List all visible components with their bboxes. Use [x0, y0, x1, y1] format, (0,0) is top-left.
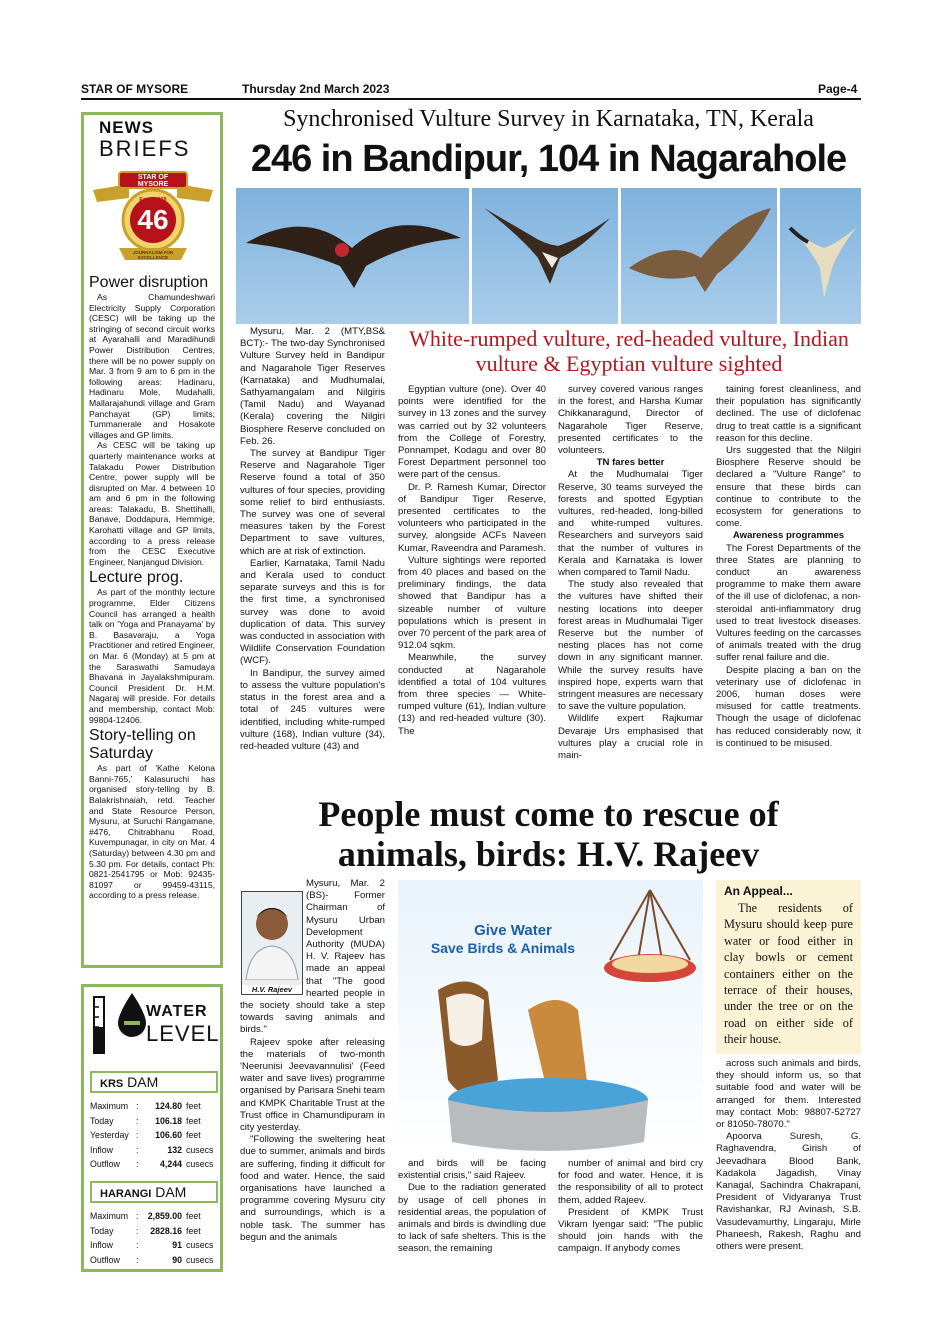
dam-cell: 124.80 — [155, 1101, 182, 1112]
dam-heading — [90, 1181, 218, 1203]
brief-text — [89, 763, 215, 901]
dam-cell: feet — [186, 1101, 201, 1112]
story1-kicker: Synchronised Vulture Survey in Karnataka, TN, Kerala — [283, 106, 814, 132]
dam-cell: Today — [90, 1225, 114, 1236]
dam-cell: feet — [186, 1115, 201, 1126]
paragraph: Due to the radiation generated by usage of cell phones in residential areas, the population of animals and birds is dwindling due to lack of safe shelters. This is the season, the remaining — [398, 1182, 546, 1255]
news-briefs-box — [81, 112, 223, 968]
paragraph: "Following the sweltering heat due to summer, animals and birds are suffering, finding it difficult for food and water. Hence, the said organisations have launched a programme covering Mysuru city and surroundings, which is a noble task. The summer has begun and the animals — [240, 1134, 385, 1243]
issue-date: Thursday 2nd March 2023 — [242, 82, 390, 96]
dam-cell: 4,244 — [159, 1159, 182, 1170]
paragraph: Vulture sightings were reported from 40 places and based on the preliminary findings, the data showed that Bandipur has a sizeable number of vulture populations which is present in over 70 percent of the park area of 912.04 sqkm. — [398, 554, 546, 652]
brief-heading: Lecture prog. — [89, 569, 184, 587]
logo-estd: Estd. 1978 — [139, 197, 167, 203]
paragraph: Wildlife expert Rajkumar Devaraje Urs emphasised that vultures play a crucial role in main- — [558, 713, 703, 762]
appeal-box — [716, 880, 861, 1054]
story2-headline-line2: animals, birds: H.V. Rajeev — [337, 834, 760, 874]
paragraph: Urs suggested that the Nilgiri Biosphere Reserve should be declared a "Vulture Range" to ensure that these birds can continue to contribute to the ecosystem for generations to come. — [716, 445, 861, 530]
dam-cell: Inflow — [90, 1144, 113, 1155]
brief-heading: Story-telling on Saturday — [89, 727, 196, 763]
paragraph: Egyptian vulture (one). Over 40 points were identified for the survey in 13 zones and the survey was carried out by 32 volunteers from the College of Forestry, Ponnampet, Kodagu and over 80 Forest Department personnel too were part of the census. — [398, 384, 546, 481]
story2-column-1 — [240, 878, 385, 1270]
paragraph: number of animal and bird cry for food and water. Hence, it is the responsibility of all to protect them, added Rajeev. — [558, 1158, 703, 1206]
paragraph: President of KMPK Trust Vikram Iyengar said: "The public should join hands with the campaign. If anybody comes — [558, 1206, 703, 1255]
dam-heading — [90, 1071, 218, 1093]
water-level-subtitle: LEVEL — [146, 1021, 220, 1046]
dam-cell: 2828.16 — [150, 1225, 182, 1236]
rajeev-photo-caption: H.V. Rajeev — [242, 985, 302, 994]
vulture-icon — [472, 188, 618, 324]
appeal-text: The residents of Mysuru should keep pure water or food either in clay bowls or cement containers either on the terrace of their houses, under the tree or on the road on either side of their house. — [724, 901, 853, 1047]
water-level-box — [81, 984, 223, 1272]
brief-text — [89, 292, 215, 567]
paragraph: The Forest Departments of the three States are planning to conduct an awareness programme to make them aware of the ill use of diclofenac, a non-steroidal anti-inflammatory drug used to treat livestock diseases. Vultures feeding on the carcasses of animals treated with the drug suffer renal failure and die. — [716, 542, 861, 664]
water-level-title: WATER — [146, 1003, 208, 1020]
paragraph: Earlier, Karnataka, Tamil Nadu and Kerala used to conduct separate surveys and this is for the first time, a synchronised survey was done to avoid duplication of data. This survey was conducted in association with Wildlife Conservation Foundation (WCF). — [240, 557, 385, 667]
poster-line-1: Give Water — [474, 922, 552, 939]
dam-row — [90, 1238, 220, 1253]
paragraph: At the Mudhumalai Tiger Reserve, 30 teams surveyed the forests and spotted Egyptian vultures, red-headed, long-billed and white-rumped vultures. Researchers and surveyors said that the number of vultures in Kerala and Karnataka is lower when compared to Tamil Nadu. — [558, 469, 703, 579]
dam-cell: 106.60 — [155, 1130, 182, 1141]
dam-cell: Today — [90, 1115, 114, 1126]
story1-column-2 — [398, 384, 546, 791]
story1-headline: 246 in Bandipur, 104 in Nagarahole — [250, 138, 847, 180]
logo-name: STAR OF MYSORE — [137, 174, 169, 188]
dam-cell: cusecs — [186, 1144, 214, 1155]
paragraph: and birds will be facing existential crisis," said Rajeev. — [398, 1158, 546, 1182]
dam-cell: 90 — [172, 1254, 182, 1265]
dam-name: DAM — [127, 1074, 159, 1090]
story2-headline — [236, 794, 861, 874]
story1-column-3 — [558, 384, 703, 791]
story1-column-1 — [240, 326, 385, 791]
animals-water-bowl-illustration — [398, 880, 703, 1155]
vulture-icon — [236, 188, 469, 324]
story2-headline-line1: People must come to rescue of — [318, 794, 779, 834]
poster-line-2: Save Birds & Animals — [430, 940, 576, 956]
dam-cell: feet — [186, 1130, 201, 1141]
paper-name: STAR OF MYSORE — [81, 82, 189, 96]
paragraph: As part of 'Kathe Kelona Banni-765,' Kalasuruchi has organised story-telling by B. Balakrishnaiah, retd. Teacher and State Resource Person, Mysuru, at Suruchi Rangamane, #476, Chitrabhanu Road, Kuvempunagar, in city on Mar. 4 (Saturday) between 4.30 pm and 5.30 pm. For details, contact Ph: 0821-2541795 or Mob: 92435-81097 or 99459-43115, according to a press release. — [89, 763, 215, 901]
dam-cell: feet — [186, 1225, 201, 1236]
dam-table — [90, 1099, 220, 1172]
story2-lead — [240, 878, 385, 1037]
anniversary-logo — [89, 164, 215, 272]
story2-column-1-body — [240, 1037, 385, 1244]
logo-motto: JOURNALISM FOR EXCELLENCE — [132, 250, 174, 260]
paragraph: Mysuru, Mar. 2 (MTY,BS& BCT):- The two-day Synchronised Vulture Survey held in Bandipur and Nagarahole Tiger Reserves (Karnataka) and Mudhumalai, Sathyamangalam and Nilgiris (Tamil Nadu) and Wayanad (Kerala) covering the Nilgiri Biosphere Reserve concluded on Feb. 26. — [240, 326, 385, 447]
story1-subhead: White-rumped vulture, red-headed vulture, Indian vulture & Egyptian vulture sighted — [409, 326, 849, 376]
paragraph: As CESC will be taking up quarterly maintenance works at Talakadu Power Distribution Centre, power supply will be disrupted on Mar. 4 between 10 am and 6 pm in the following areas: Talakadu, B. Shettihalli, Banave, Doddapura, Hemmige, Karohatti village and GP limits, according to a press release from the CESC Executive Engineer, Nanjangud Division. — [89, 440, 215, 567]
dam-cell: cusecs — [186, 1240, 214, 1251]
dam-cell: cusecs — [186, 1254, 214, 1265]
egyptian-vulture-photo — [780, 188, 861, 324]
dam-row — [90, 1099, 220, 1114]
dam-row — [90, 1224, 220, 1239]
dam-prefix: HARANGI — [100, 1188, 152, 1200]
dam-cell: Maximum — [90, 1211, 129, 1222]
dam-cell: : — [136, 1144, 139, 1155]
red-headed-vulture-photo — [236, 188, 469, 324]
dam-cell: Inflow — [90, 1240, 113, 1251]
paragraph: Dr. P. Ramesh Kumar, Director of Bandipur Tiger Reserve, presented certificates to the volunteers who participated in the survey, alongside ACFs Naveen Kumar, Raveendra and Paramesh. — [398, 481, 546, 554]
dam-row — [90, 1209, 220, 1224]
dam-prefix: KRS — [100, 1078, 124, 1090]
brief-text — [89, 587, 215, 725]
vulture-icon — [780, 188, 861, 324]
logo-number: 46 — [137, 204, 169, 235]
dam-cell: feet — [186, 1211, 201, 1222]
dam-cell: : — [136, 1159, 139, 1170]
paragraph: Meanwhile, the survey conducted at Nagarahole identified a total of 104 vultures from three species — White-rumped vulture (61), Indian vulture (13) and red-headed vulture (30). The — [398, 652, 546, 737]
dam-row — [90, 1157, 220, 1172]
dam-cell: : — [136, 1115, 139, 1126]
story1-column-4 — [716, 384, 861, 791]
dam-cell: : — [136, 1240, 139, 1251]
dam-cell: 91 — [172, 1240, 182, 1251]
water-gauge-icon — [90, 991, 150, 1055]
paragraph: The survey at Bandipur Tiger Reserve and Nagarahole Tiger Reserve found a total of 350 vultures of four species, providing some relief to bird enthusiasts. The survey was one of several measures taken by the Forest Department to save vultures, which are at risk of extinction. — [240, 448, 385, 557]
dam-cell: Yesterday — [90, 1130, 129, 1141]
dam-cell: 106.18 — [155, 1115, 182, 1126]
news-briefs-subtitle: BRIEFS — [99, 136, 191, 161]
dam-cell: 132 — [167, 1144, 182, 1155]
paragraph: Despite placing a ban on the veterinary use of diclofenac in 2006, human doses were misused for cattle treatments. Though the usage of diclofenac has reduced considerably now, it is continued to be misused. — [716, 664, 861, 749]
dam-cell: : — [136, 1130, 139, 1141]
indian-vulture-photo — [621, 188, 777, 324]
dam-name: DAM — [155, 1184, 187, 1200]
story2-column-4 — [716, 1058, 861, 1270]
dam-cell: : — [136, 1225, 139, 1236]
briefs-list — [89, 274, 215, 901]
paragraph: The study also revealed that the vultures have shifted their nesting locations into deeper forest areas in Mudhumalai Tiger Reserve but the number of nesting places has not come down in any significant manner. While the survey results have inspired hope, experts warn that stringent measures are necessary to save the vulture population. — [558, 579, 703, 713]
paragraph: across such animals and birds, they should inform us, so that suitable food and water will be arranged for them. Interested may contact Mob: 98807-52727 or 81050-78070." — [716, 1058, 861, 1131]
dam-cell: Outflow — [90, 1254, 120, 1265]
dam-cell: Maximum — [90, 1101, 129, 1112]
paragraph: As Chamundeshwari Electricity Supply Corporation (CESC) will be taking up the stringing of second circuit works at Ayarahalli and Maradihundi Power Distribution Centres, there will be no power supply on Mar. 3 from 9 am to 6 pm in the following areas: Hadinaru, Hadinaru Mole, Mudahalli, Mallarajahundi village and Gram Panchayat (GP) limits; Tummanerale and Hosakote villages and GP limits. — [89, 292, 215, 440]
dam-row — [90, 1128, 220, 1143]
dam-cell: : — [136, 1211, 139, 1222]
dam-table — [90, 1209, 220, 1267]
header-rule — [81, 98, 861, 100]
paragraph: As part of the monthly lecture programme, Elder Citizens Council has arranged a health talk on 'Yoga and Pranayama' by B. Basavaraju, a Yoga Practitioner and retired Engineer, on Mar. 6 (Monday) at 5 pm at the Saraswathi Samudaya Bhavana in Jayalakshmipuram. Council President Dr. H.M. Nagaraj will preside. For details and membership, contact Mob: 99804-12406. — [89, 587, 215, 725]
story2-column-3 — [558, 1158, 703, 1270]
paragraph: survey covered various ranges in the forest, and Harsha Kumar Chikkanaragund, Director of Nagarahole Tiger Reserve, presented certificates to the volunteers. — [558, 384, 703, 457]
paragraph: In Bandipur, the survey aimed to assess the vulture population's status in the forest area and a total of 245 vultures were identified, including white-rumped vulture (168), Indian vulture (34), red-headed vulture (43) and — [240, 667, 385, 752]
subheading: TN fares better — [596, 457, 665, 469]
subheading: Awareness programmes — [732, 530, 845, 542]
paragraph: Apoorva Suresh, G. Raghavendra, Girish of Jeevadhara Blood Bank, Kadakola Jagadish, Vinay Kanagal, Sachindra Chakrapani, President of Vidyaranya Trust Ravishankar, RJ Avinash, S.B. Vasudevamurthy, Lingaraju, Mirle Phaneesh, Rakesh, Raghu and others were present. — [716, 1131, 861, 1253]
dam-cell: cusecs — [186, 1159, 214, 1170]
dam-row — [90, 1143, 220, 1158]
dam-row — [90, 1253, 220, 1268]
dam-cell: : — [136, 1254, 139, 1265]
dam-row — [90, 1114, 220, 1129]
story2-lead-text: Mysuru, Mar. 2 (BS)- Former Chairman of Mysuru Urban Development Authority (MUDA) H. V. Rajeev has made an appeal that "The good hearted people in the society should take a step towards saving animals and birds." — [240, 878, 385, 1036]
give-water-poster — [398, 880, 703, 1155]
vulture-icon — [621, 188, 777, 324]
brief-heading: Power disruption — [89, 274, 209, 291]
white-rumped-vulture-photo — [472, 188, 618, 324]
paragraph: Rajeev spoke after releasing the materials of two-month 'Neerunisi Jeevavannulisi' (Feed water and save lives) programme organised by Parisara Snehi team and KMPK Charitable Trust at the Trust office in Chamundipuram in city yesterday. — [240, 1036, 385, 1134]
dam-cell: 2,859.00 — [147, 1211, 182, 1222]
page-number: Page-4 — [818, 82, 858, 96]
appeal-title: An Appeal... — [724, 884, 793, 898]
paragraph: taining forest cleanliness, and their population has significantly declined. The use of diclofenac drug to treat cattle is a significant reason for this decline. — [716, 384, 861, 444]
dam-cell: : — [136, 1101, 139, 1112]
dam-cell: Outflow — [90, 1159, 120, 1170]
news-briefs-title: NEWS — [99, 118, 154, 137]
story2-column-2 — [398, 1158, 546, 1270]
